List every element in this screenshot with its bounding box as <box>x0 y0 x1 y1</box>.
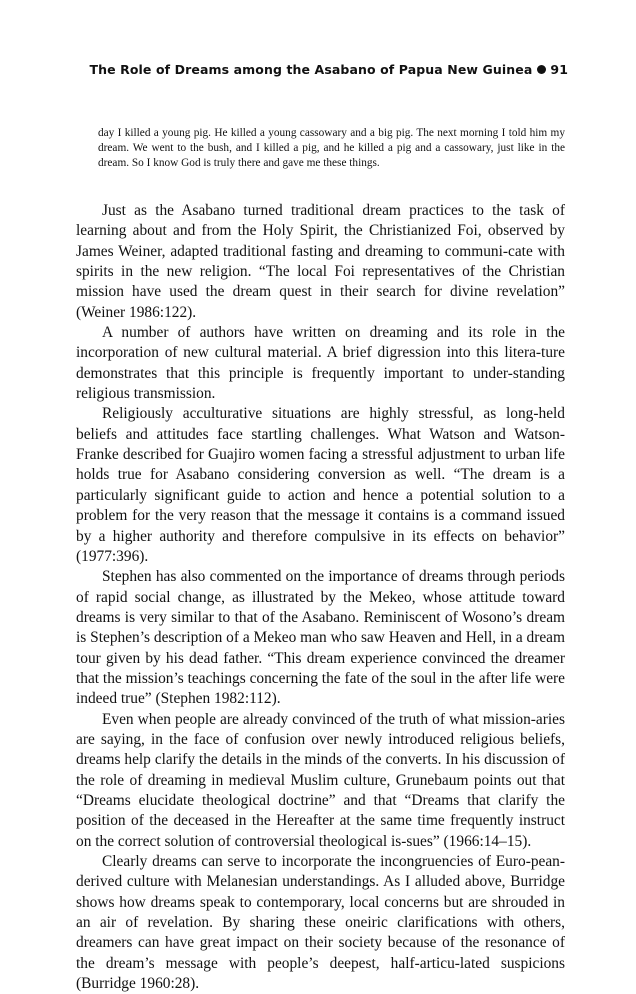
running-head-title: The Role of Dreams among the Asabano of Papua New Guinea <box>89 62 533 77</box>
paragraph: Just as the Asabano turned traditional dream practices to the task of learning about and from the Holy Spirit, the Christianized Foi, observed by James Weiner, adapted traditional fasting and dreaming to communi-cate with spirits in the new religion. “The local Foi representatives of the Christian mission have used the dream quest in their search for divine revelation” (Weiner 1986:122). <box>76 202 565 321</box>
paragraph: Even when people are already convinced of the truth of what mission-aries are saying, in the face of confusion over newly introduced religious beliefs, dreams help clarify the details in the minds of the converts. In his discussion of the role of dreaming in medieval Muslim culture, Grunebaum points out that “Dreams elucidate theological doctrine” and that “Dreams that clarify the position of the deceased in the Hereafter at the same time frequently instruct on the correct solution of controversial theological is-sues” (1966:14–15). <box>76 710 565 850</box>
block-quote-extract: day I killed a young pig. He killed a young cassowary and a big pig. The next morning I told him my dream. We went to the bush, and I killed a pig, and he killed a pig and a cassowary, just like in the dream. So I know God is truly there and gave me these things. <box>98 127 565 170</box>
paragraph: A number of authors have written on dreaming and its role in the incorporation of new cultural material. A brief digression into this litera-ture demonstrates that this principle is frequently important to under-standing religious transmission. <box>76 324 565 403</box>
paragraph: Religiously acculturative situations are highly stressful, as long-held beliefs and attitudes face startling challenges. What Watson and Watson-Franke described for Guajiro women facing a stressful adjustment to urban life holds true for Asabano considering conversion as well. “The dream is a particularly significant guide to action and hence a potential solution to a problem for the very reason that the message it contains is a command issued by a higher authority and therefore compulsive in its effects on behavior” (1977:396). <box>76 405 565 565</box>
body-text <box>76 201 565 994</box>
page-number: 91 <box>550 62 568 77</box>
bullet-icon <box>537 65 546 74</box>
paragraph: Stephen has also commented on the importance of dreams through periods of rapid social change, as illustrated by the Mekeo, whose attitude toward dreams is very similar to that of the Asabano. Reminiscent of Wosono’s dream is Stephen’s description of a Mekeo man who saw Heaven and Hell, in a dream tour given by his dead father. “This dream experience convinced the dreamer that the mission’s teachings concerning the fate of the soul in the after life were indeed true” (Stephen 1982:112). <box>76 568 565 708</box>
running-head <box>70 62 568 77</box>
paragraph: Clearly dreams can serve to incorporate the incongruencies of Euro-pean-derived culture with Melanesian understandings. As I alluded above, Burridge shows how dreams speak to contemporary, local concerns but are shrouded in an air of revelation. By sharing these oneiric clarifications with others, dreamers can have great impact on their society because of the resonance of the dream’s message with people’s deepest, half-articu-lated suspicions (Burridge 1960:28). <box>76 853 565 993</box>
